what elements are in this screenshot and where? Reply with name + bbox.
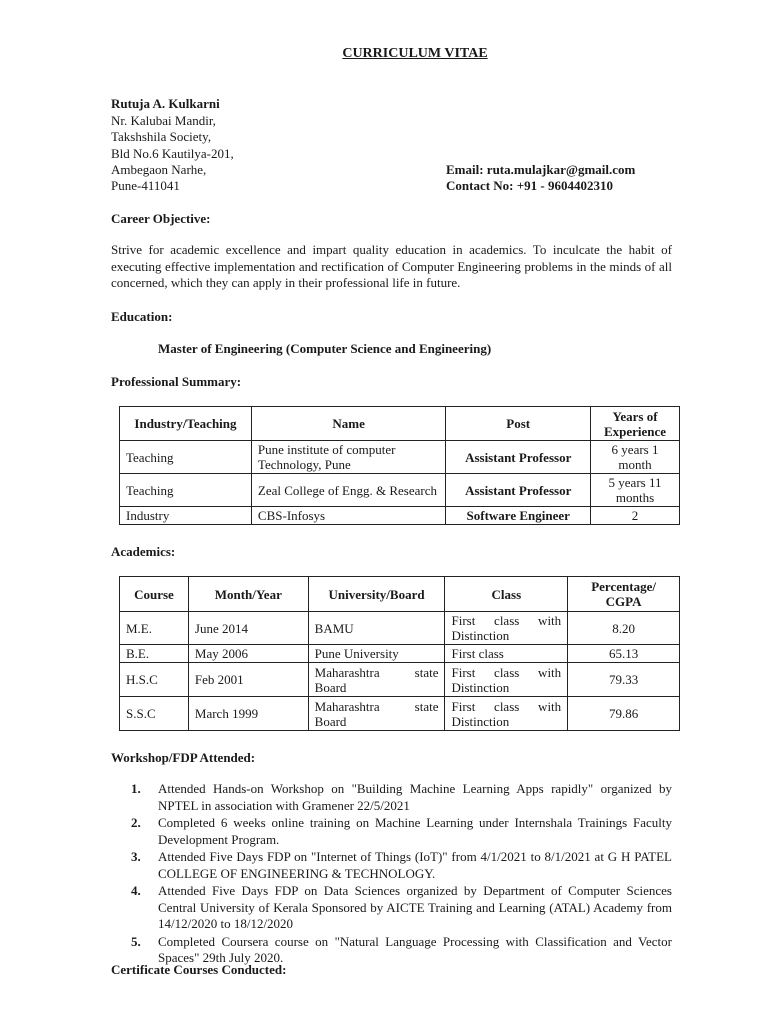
list-item-text: Attended Five Days FDP on "Internet of Things (IoT)" from 4/1/2021 to 8/1/2021 at G H PATEL COLLEGE OF ENGINEERING & TECHNOLOGY.	[158, 849, 672, 881]
cell-course: M.E.	[120, 612, 189, 645]
list-item-number: 4.	[131, 883, 141, 898]
cell-type: Teaching	[120, 474, 252, 507]
list-item-number: 2.	[131, 815, 141, 830]
cell-post: Assistant Professor	[446, 441, 591, 474]
cell-post: Assistant Professor	[446, 474, 591, 507]
cell-month-year: May 2006	[188, 645, 308, 663]
cell-board: BAMU	[308, 612, 445, 645]
table-row	[120, 612, 680, 645]
column-header: Years of Experience	[591, 407, 680, 441]
column-header: Course	[120, 577, 189, 612]
cell-years: 5 years 11 months	[591, 474, 680, 507]
cell-post: Software Engineer	[446, 507, 591, 525]
cell-course: H.S.C	[120, 663, 189, 697]
address-line-1: Nr. Kalubai Mandir,	[111, 113, 216, 128]
cell-type: Industry	[120, 507, 252, 525]
table-header-row	[120, 577, 680, 612]
cell-class: First class	[445, 645, 568, 663]
cell-board: Maharashtra state Board	[308, 697, 445, 731]
workshop-list	[131, 781, 672, 968]
table-row	[120, 697, 680, 731]
cell-score: 65.13	[568, 645, 680, 663]
column-header: Class	[445, 577, 568, 612]
list-item-number: 1.	[131, 781, 141, 796]
degree: Master of Engineering (Computer Science and Engineering)	[158, 341, 492, 356]
column-header: Month/Year	[188, 577, 308, 612]
cell-month-year: June 2014	[188, 612, 308, 645]
certificates-heading: Certificate Courses Conducted:	[111, 962, 287, 977]
cell-course: B.E.	[120, 645, 189, 663]
cell-score: 79.86	[568, 697, 680, 731]
list-item	[131, 883, 672, 933]
cell-name: Pune institute of computer Technology, Pune	[251, 441, 445, 474]
table-row	[120, 663, 680, 697]
cell-name: Zeal College of Engg. & Research	[251, 474, 445, 507]
table-row	[120, 474, 680, 507]
column-header: Industry/Teaching	[120, 407, 252, 441]
address-line-2: Takshshila Society,	[111, 129, 212, 144]
list-item-text: Completed 6 weeks online training on Machine Learning under Internshala Trainings Faculty Development Program.	[158, 815, 672, 847]
list-item-text: Attended Hands-on Workshop on "Building Machine Learning Apps rapidly" organized by NPTEL in association with Gramener 22/5/2021	[158, 781, 672, 813]
career-objective-heading: Career Objective:	[111, 211, 211, 226]
cell-board: Maharashtra state Board	[308, 663, 445, 697]
table-row	[120, 645, 680, 663]
address-line-5: Pune-411041	[111, 178, 180, 193]
cell-class: First class with Distinction	[445, 697, 568, 731]
cell-board: Pune University	[308, 645, 445, 663]
column-header: Percentage/ CGPA	[568, 577, 680, 612]
cell-course: S.S.C	[120, 697, 189, 731]
cell-score: 8.20	[568, 612, 680, 645]
list-item-text: Completed Coursera course on "Natural Language Processing with Classification and Vector Spaces" 29th July 2020.	[158, 933, 672, 965]
cell-month-year: March 1999	[188, 697, 308, 731]
list-item	[131, 815, 672, 848]
cell-month-year: Feb 2001	[188, 663, 308, 697]
professional-summary-table	[119, 406, 680, 525]
list-item	[131, 849, 672, 882]
professional-summary-heading: Professional Summary:	[111, 374, 242, 389]
academics-heading: Academics:	[111, 544, 176, 559]
document-title: CURRICULUM VITAE	[342, 46, 488, 61]
column-header: University/Board	[308, 577, 445, 612]
workshops-heading: Workshop/FDP Attended:	[111, 750, 256, 765]
address-line-4: Ambegaon Narhe,	[111, 162, 207, 177]
list-item-number: 5.	[131, 933, 141, 949]
table-row	[120, 441, 680, 474]
table-row	[120, 507, 680, 525]
list-item-text: Attended Five Days FDP on Data Sciences organized by Department of Computer Sciences Central University of Kerala Sponsored by AICTE Training and Learning (ATAL) Academy from 14/12/2020 to 18/12/2020	[158, 883, 672, 931]
address-line-3: Bld No.6 Kautilya-201,	[111, 146, 234, 161]
cell-type: Teaching	[120, 441, 252, 474]
cell-score: 79.33	[568, 663, 680, 697]
cell-years: 6 years 1 month	[591, 441, 680, 474]
column-header: Post	[446, 407, 591, 441]
contact-number: Contact No: +91 - 9604402310	[446, 178, 614, 193]
list-item-number: 3.	[131, 849, 141, 864]
email: Email: ruta.mulajkar@gmail.com	[446, 162, 636, 177]
career-objective-text: Strive for academic excellence and impart quality education in academics. To inculcate the habit of executing effective implementation and rectification of Computer Engineering problems in the minds of all concerned, which they can apply in their professional life in future.	[111, 242, 672, 290]
cell-class: First class with Distinction	[445, 663, 568, 697]
academics-table	[119, 576, 680, 731]
cell-class: First class with Distinction	[445, 612, 568, 645]
cell-years: 2	[591, 507, 680, 525]
list-item	[131, 781, 672, 814]
education-heading: Education:	[111, 309, 173, 324]
person-name: Rutuja A. Kulkarni	[111, 96, 220, 111]
cell-name: CBS-Infosys	[251, 507, 445, 525]
column-header: Name	[251, 407, 445, 441]
table-header-row	[120, 407, 680, 441]
